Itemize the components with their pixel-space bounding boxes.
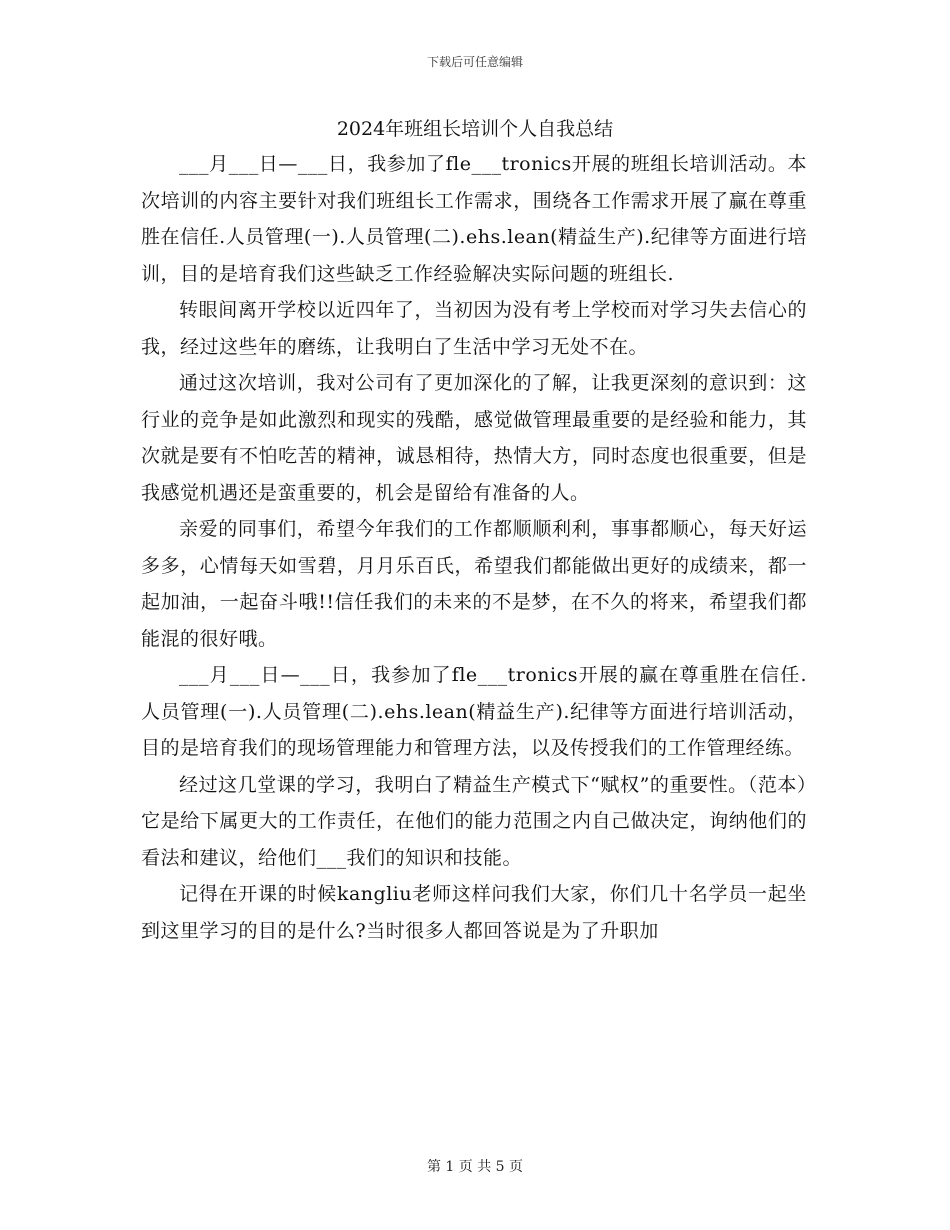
paragraph-1: ___月___日—___日，我参加了fle___tronics开展的班组长培训活动。本次培训的内容主要针对我们班组长工作需求，围绕各工作需求开展了赢在尊重胜在信任.人员管理(一).人员管理(二).ehs.lean(精益生产).纪律等方面进行培训，目的是培育我们这些缺乏工作经验解决实际问题的班组长. bbox=[141, 153, 807, 285]
document-title: 2024年班组长培训个人自我总结 bbox=[336, 118, 614, 140]
document-body bbox=[141, 146, 807, 949]
paragraph-2: 转眼间离开学校以近四年了，当初因为没有考上学校而对学习失去信心的我，经过这些年的磨练，让我明白了生活中学习无处不在。 bbox=[141, 299, 807, 358]
paragraph-3: 通过这次培训，我对公司有了更加深化的了解，让我更深刻的意识到：这行业的竞争是如此激烈和现实的残酷，感觉做管理最重要的是经验和能力，其次就是要有不怕吃苦的精神，诚恳相待，热情大方，同时态度也很重要，但是我感觉机遇还是蛮重要的，机会是留给有准备的人。 bbox=[141, 372, 807, 504]
paragraph-7: 记得在开课的时候kangliu老师这样问我们大家，你们几十名学员一起坐到这里学习的目的是什么?当时很多人都回答说是为了升职加 bbox=[141, 883, 807, 942]
paragraph-6: 经过这几堂课的学习，我明白了精益生产模式下“赋权”的重要性。（范本）它是给下属更大的工作责任，在他们的能力范围之内自己做决定，询纳他们的看法和建议，给他们___我们的知识和技能。 bbox=[141, 773, 807, 869]
paragraph-5: ___月___日—___日，我参加了fle___tronics开展的赢在尊重胜在信任.人员管理(一).人员管理(二).ehs.lean(精益生产).纪律等方面进行培训活动，目的是培育我们的现场管理能力和管理方法，以及传授我们的工作管理经练。 bbox=[141, 664, 807, 759]
header-note: 下载后可任意编辑 bbox=[426, 55, 523, 69]
page-number-footer: 第 1 页 共 5 页 bbox=[426, 1159, 524, 1175]
paragraph-4: 亲爱的同事们，希望今年我们的工作都顺顺利利，事事都顺心，每天好运多多，心情每天如雪碧，月月乐百氏，希望我们都能做出更好的成绩来，都一起加油，一起奋斗哦!!信任我们的未来的不是梦，在不久的将来，希望我们都能混的很好哦。 bbox=[141, 518, 807, 650]
